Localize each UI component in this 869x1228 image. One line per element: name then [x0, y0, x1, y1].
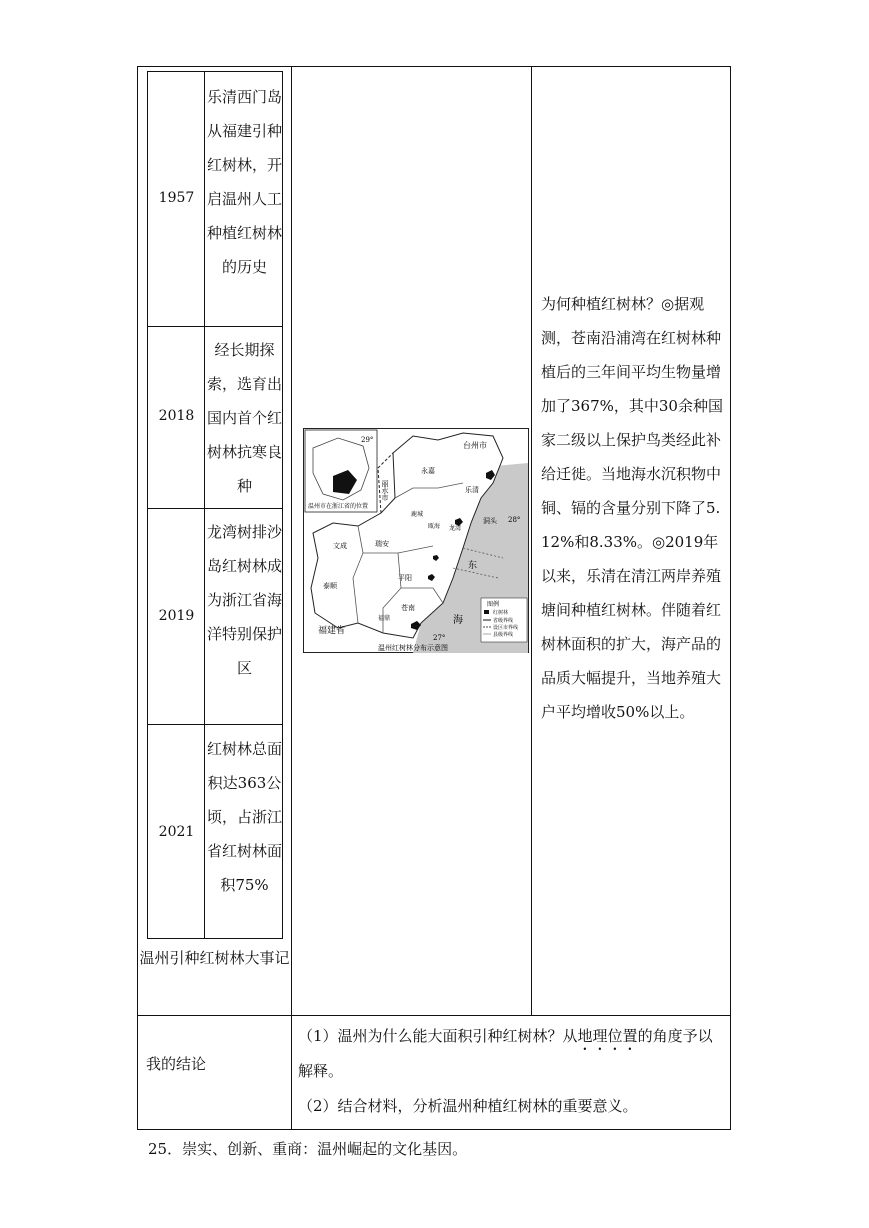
- timeline-event: 龙湾树排沙岛红树林成为浙江省海洋特别保护区: [206, 523, 282, 677]
- timeline-row-divider: [148, 724, 282, 725]
- inset-lat-label: 29°: [361, 436, 374, 444]
- map-label-donghai: 东: [468, 561, 478, 571]
- q1-text-after: 的角度予以解释。: [298, 1027, 713, 1080]
- map-label-longwan: 龙湾: [449, 525, 462, 532]
- data-table: [137, 66, 731, 1130]
- map-label-taishun: 泰顺: [323, 582, 337, 590]
- map-label-yueqing: 乐清: [465, 486, 479, 494]
- timeline-year: 2018: [158, 408, 195, 424]
- map-label-sea: 海: [453, 615, 463, 626]
- map-label-wencheng: 文成: [333, 542, 347, 550]
- map-label-pingyang: 平阳: [398, 574, 412, 582]
- map-label-lishui: 丽水市: [381, 480, 389, 501]
- conclusion-question-2: （2）结合材料，分析温州种植红树林的重要意义。: [298, 1097, 638, 1115]
- legend-item: 县级界线: [493, 632, 514, 638]
- legend-item: 设区市界线: [493, 625, 519, 631]
- timeline-caption: 温州引种红树林大事记: [139, 949, 290, 967]
- map-label-cangnan: 苍南: [401, 604, 415, 612]
- map-label-fujian: 福建省: [318, 626, 346, 636]
- legend-item: 红树林: [493, 610, 509, 616]
- legend-title: 图例: [487, 601, 500, 608]
- map-label-ouhai: 瓯海: [428, 523, 441, 530]
- row-divider: [138, 1015, 730, 1016]
- map-label-lat27: 27°: [433, 634, 446, 642]
- map-label-dongtou: 洞头: [483, 517, 497, 525]
- map-label-lat28: 28°: [508, 516, 521, 524]
- map-label-taizhou: 台州市: [463, 441, 487, 450]
- timeline-year: 2019: [158, 608, 195, 624]
- timeline-table: [147, 71, 283, 939]
- column-divider-1: [291, 67, 292, 1129]
- map-label-lucheng: 鹿城: [411, 511, 424, 518]
- right-column-text: 为何种植红树林？◎据观测，苍南沿浦湾在红树林种植后的三年间平均生物量增加了367%，其中30余种国家二级以上保护鸟类经此补给迁徙。当地海水沉积物中铜、镉的含量分别下降了5.12%和8.33%。◎2019年以来，乐清在清江两岸养殖塘间种植红树林。伴随着红树林面积的扩大，海产品的品质大幅提升，当地养殖大户平均增收50%以上。: [541, 295, 723, 721]
- map-label-ruian: 瑞安: [375, 540, 389, 548]
- inset-caption: 温州市在浙江省的位置: [308, 503, 369, 510]
- timeline-event: 乐清西门岛从福建引种红树林，开启温州人工种植红树林的历史: [206, 88, 282, 276]
- timeline-event: 经长期探索，选育出国内首个红树林抗寒良种: [206, 341, 282, 495]
- timeline-row-divider: [148, 508, 282, 509]
- timeline-row-divider: [148, 326, 282, 327]
- legend-swatch-mangrove: [484, 610, 489, 614]
- timeline-event: 红树林总面积达363公顷，占浙江省红树林面积75%: [206, 740, 282, 894]
- legend-item: 省级界线: [493, 618, 514, 624]
- conclusion-label: 我的结论: [146, 1055, 207, 1073]
- q1-text-before: （1）温州为什么能大面积引种红树林？从: [298, 1027, 578, 1045]
- conclusion-question-1: [298, 1019, 724, 1088]
- map-label-fuding: 福鼎: [378, 615, 391, 622]
- map-title: 温州红树林分布示意图: [378, 644, 448, 652]
- next-question-heading: 25．崇实、创新、重商：温州崛起的文化基因。: [148, 1140, 468, 1158]
- timeline-year: 1957: [158, 190, 195, 206]
- column-divider-2: [531, 67, 532, 1015]
- timeline-year: 2021: [158, 824, 195, 840]
- mangrove-map: [303, 428, 529, 654]
- map-label-yongjia: 永嘉: [421, 467, 435, 475]
- q1-emphasis: 地理位置: [577, 1027, 638, 1045]
